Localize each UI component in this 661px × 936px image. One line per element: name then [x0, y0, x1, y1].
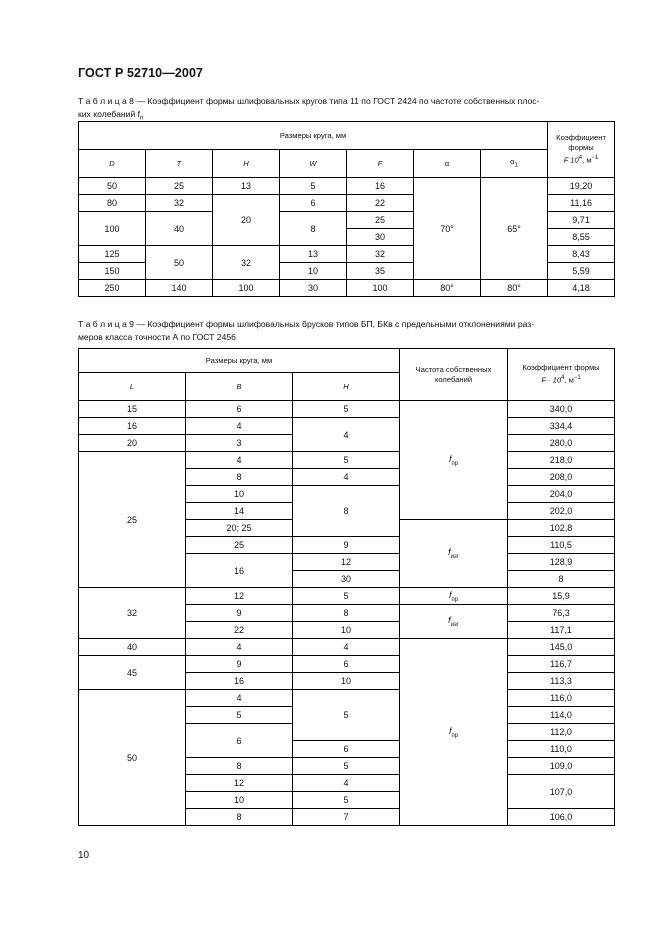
table-cell: 113,3 — [508, 673, 615, 690]
table9-freq-header: Частота собственных колебаний — [400, 349, 508, 401]
table9-freq-fizg-2: $f_{изг}$ — [400, 605, 508, 639]
table-cell: 10 — [186, 486, 293, 503]
table-cell: 100 — [347, 280, 414, 297]
table8-col-F: F — [347, 150, 414, 178]
table-cell: 5 — [293, 758, 400, 775]
table-cell: 15,9 — [508, 588, 615, 605]
table-cell: 80° — [414, 280, 481, 297]
table-cell: 208,0 — [508, 469, 615, 486]
table-cell: 102,8 — [508, 520, 615, 537]
table-cell: 202,0 — [508, 503, 615, 520]
table-cell: 10 — [280, 263, 347, 280]
table-cell: 10 — [293, 622, 400, 639]
table8-coef-header: Коэффициент формы F $10^4$, $м^{-1}$ — [548, 122, 615, 178]
table-cell: 3 — [186, 435, 293, 452]
table-cell: 50 — [79, 690, 186, 826]
table9-caption-line2: меров класса точности А по ГОСТ 2456 — [78, 332, 236, 342]
table-cell: 15 — [79, 401, 186, 418]
table-cell: 32 — [146, 195, 213, 212]
table-cell: 6 — [186, 724, 293, 758]
table-cell: 20; 25 — [186, 520, 293, 537]
table8-col-alpha: α — [414, 150, 481, 178]
table-row — [79, 178, 615, 195]
table8-alpha1-merged: 65° — [481, 178, 548, 280]
table-cell: 5 — [293, 452, 400, 469]
table-cell: 6 — [280, 195, 347, 212]
table-cell: 5,59 — [548, 263, 615, 280]
table-cell: 125 — [79, 246, 146, 263]
table9-group-header: Размеры круга, мм — [79, 349, 400, 373]
table9-freq-fizg: $f_{изг}$ — [400, 520, 508, 588]
table-cell: 4 — [293, 469, 400, 486]
table-cell: 280,0 — [508, 435, 615, 452]
table-cell: 40 — [146, 212, 213, 246]
table-cell: 4 — [293, 418, 400, 452]
table-cell: 50 — [146, 246, 213, 280]
table-cell: 8 — [186, 809, 293, 826]
table9-col-L: L — [79, 373, 186, 401]
table9-caption — [78, 318, 614, 344]
table-cell: 25 — [79, 452, 186, 588]
table-cell: 8 — [280, 212, 347, 246]
table-cell: 30 — [293, 571, 400, 588]
table8-col-alpha1: $\alpha_1$ — [481, 150, 548, 178]
table-cell: 5 — [293, 690, 400, 741]
table-cell: 11,16 — [548, 195, 615, 212]
table-cell: 8 — [508, 571, 615, 588]
table-cell: 110,5 — [508, 537, 615, 554]
table-row — [79, 280, 615, 297]
table-cell: 5 — [293, 588, 400, 605]
table-cell: 4 — [293, 775, 400, 792]
table-cell: 204,0 — [508, 486, 615, 503]
table-cell: 30 — [347, 229, 414, 246]
table9-freq-fpr-2: $f_{пр}$ — [400, 588, 508, 605]
table-cell: 145,0 — [508, 639, 615, 656]
table-cell: 109,0 — [508, 758, 615, 775]
table-cell: 9 — [186, 656, 293, 673]
table-row — [79, 588, 615, 605]
table-cell: 12 — [293, 554, 400, 571]
table-cell: 8 — [186, 758, 293, 775]
table-cell: 114,0 — [508, 707, 615, 724]
table9-col-H: H — [293, 373, 400, 401]
table-cell: 9 — [293, 537, 400, 554]
table-cell: 8 — [186, 469, 293, 486]
table-cell: 4 — [186, 452, 293, 469]
table-cell: 140 — [146, 280, 213, 297]
table-cell: 32 — [79, 588, 186, 639]
table8-col-T: T — [146, 150, 213, 178]
table8-col-D: D — [79, 150, 146, 178]
table-cell: 14 — [186, 503, 293, 520]
table-cell: 20 — [79, 435, 186, 452]
table-cell: 20 — [213, 195, 280, 246]
table8-caption-line1: Т а б л и ц а 8 — Коэффициент формы шлифовальных кругов типа 11 по ГОСТ 2424 по частоте собственных плос- — [78, 96, 540, 106]
table-cell: 5 — [293, 792, 400, 809]
table-cell: 16 — [186, 554, 293, 588]
table-cell: 4 — [186, 639, 293, 656]
table-cell: 5 — [186, 707, 293, 724]
table-cell: 9 — [186, 605, 293, 622]
table8-col-W: W — [280, 150, 347, 178]
table-cell: 334,4 — [508, 418, 615, 435]
table8-caption-line2: ких колебаний $f_п$ — [78, 109, 144, 122]
table-cell: 32 — [347, 246, 414, 263]
table-cell: 45 — [79, 656, 186, 690]
table-cell: 12 — [186, 775, 293, 792]
table-cell: 100 — [79, 212, 146, 246]
table-cell: 5 — [280, 178, 347, 195]
table-cell: 218,0 — [508, 452, 615, 469]
table-cell: 8,43 — [548, 246, 615, 263]
table-cell: 80° — [481, 280, 548, 297]
table-cell: 150 — [79, 263, 146, 280]
page-number: 10 — [78, 850, 90, 861]
table-row — [79, 401, 615, 418]
table-cell: 6 — [293, 656, 400, 673]
table-cell: 250 — [79, 280, 146, 297]
table-cell: 106,0 — [508, 809, 615, 826]
table-row — [79, 656, 615, 673]
table-cell: 10 — [186, 792, 293, 809]
table9-coef-header: Коэффициент формы $F \cdot 10^4$, $м^{-1}$ — [508, 349, 615, 401]
table8-col-H: H — [213, 150, 280, 178]
table-cell: 100 — [213, 280, 280, 297]
table-cell: 35 — [347, 263, 414, 280]
table-cell: 76,3 — [508, 605, 615, 622]
table-cell: 22 — [347, 195, 414, 212]
table8 — [78, 121, 615, 297]
table-row — [79, 690, 615, 707]
table-row — [79, 452, 615, 469]
table-cell: 13 — [280, 246, 347, 263]
table-cell: 6 — [293, 741, 400, 758]
table-cell: 4 — [186, 418, 293, 435]
table-cell: 116,7 — [508, 656, 615, 673]
table-cell: 4 — [186, 690, 293, 707]
table-cell: 22 — [186, 622, 293, 639]
table-cell: 32 — [213, 246, 280, 280]
table9 — [78, 348, 615, 826]
table-cell: 5 — [293, 401, 400, 418]
table-cell: 4 — [293, 639, 400, 656]
table-cell: 12 — [186, 588, 293, 605]
table-cell: 9,71 — [548, 212, 615, 229]
table-cell: 25 — [146, 178, 213, 195]
table-cell: 340,0 — [508, 401, 615, 418]
table-cell: 13 — [213, 178, 280, 195]
table-cell: 4,18 — [548, 280, 615, 297]
table-cell: 10 — [293, 673, 400, 690]
table-cell: 25 — [347, 212, 414, 229]
table8-alpha-merged: 70° — [414, 178, 481, 280]
table-cell: 30 — [280, 280, 347, 297]
table9-caption-line1: Т а б л и ц а 9 — Коэффициент формы шлифовальных брусков типов БП, БКв с предельными отклонениями раз- — [78, 319, 535, 329]
table-cell: 117,1 — [508, 622, 615, 639]
table-cell: 6 — [186, 401, 293, 418]
table-cell: 40 — [79, 639, 186, 656]
table-cell: 116,0 — [508, 690, 615, 707]
table9-col-B: B — [186, 373, 293, 401]
table-cell: 25 — [186, 537, 293, 554]
document-header: ГОСТ Р 52710—2007 — [78, 66, 204, 80]
table-row — [79, 639, 615, 656]
table-cell: 80 — [79, 195, 146, 212]
table-cell: 50 — [79, 178, 146, 195]
table-cell: 8 — [293, 486, 400, 537]
table9-freq-fpr: $f_{пр}$ — [400, 401, 508, 520]
table-cell: 128,9 — [508, 554, 615, 571]
table-cell: 19,20 — [548, 178, 615, 195]
table-cell: 16 — [79, 418, 186, 435]
table-row — [79, 418, 615, 435]
table-cell: 8 — [293, 605, 400, 622]
table9-freq-fpr-3: $f_{пр}$ — [400, 639, 508, 826]
table-cell: 8,55 — [548, 229, 615, 246]
table-cell: 16 — [186, 673, 293, 690]
table-cell: 112,0 — [508, 724, 615, 741]
table-cell: 110,0 — [508, 741, 615, 758]
table-cell: 7 — [293, 809, 400, 826]
table8-group-header: Размеры круга, мм — [79, 122, 548, 150]
table-cell: 16 — [347, 178, 414, 195]
table-cell: 107,0 — [508, 775, 615, 809]
